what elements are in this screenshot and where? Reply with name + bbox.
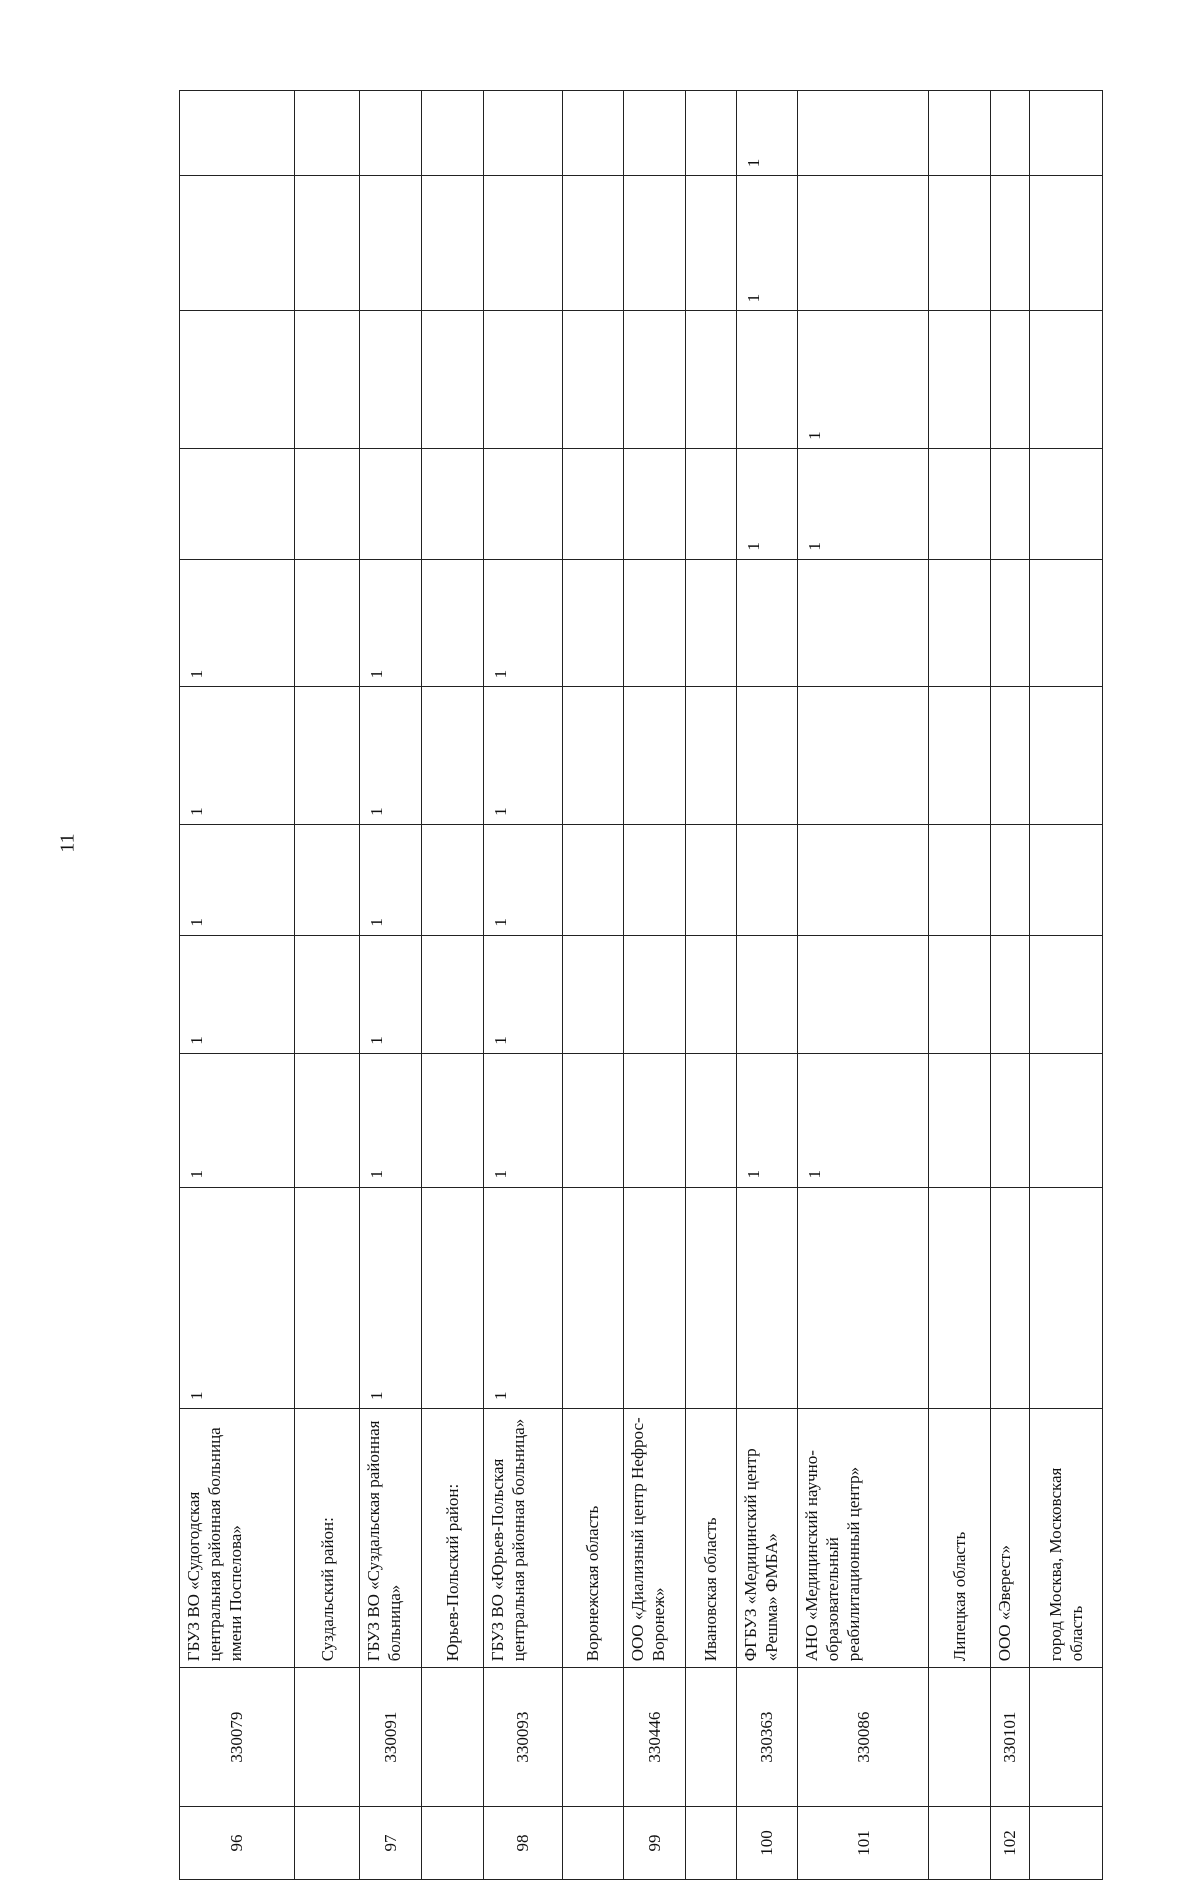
- mark-cell: [1030, 311, 1103, 449]
- mark-cell: [736, 687, 798, 825]
- organization-name-cell: ООО «Диализный центр Нефрос-Воронеж»: [624, 1409, 686, 1668]
- mark-cell: [624, 311, 686, 449]
- mark-cell: 1: [736, 448, 798, 559]
- mark-cell: [928, 448, 990, 559]
- mark-cell: [422, 559, 484, 687]
- mark-cell: [422, 91, 484, 176]
- row-number-cell: 96: [180, 1806, 295, 1879]
- organization-code-cell: 330086: [798, 1668, 929, 1807]
- organization-name-cell: ГБУЗ ВО «Юрьев-Польская центральная районная больница»: [483, 1409, 562, 1668]
- organization-name-cell: АНО «Медицинский научно-образовательный реабилитационный центр»: [798, 1409, 929, 1668]
- mark-cell: [294, 448, 360, 559]
- organization-code-cell: [294, 1668, 360, 1807]
- mark-cell: [685, 1187, 736, 1408]
- mark-cell: [624, 687, 686, 825]
- mark-cell: [294, 1053, 360, 1187]
- mark-cell: [685, 91, 736, 176]
- mark-cell: [1030, 448, 1103, 559]
- row-number-cell: 102: [990, 1806, 1030, 1879]
- mark-cell: 1: [180, 1053, 295, 1187]
- mark-cell: 1: [180, 559, 295, 687]
- mark-cell: 1: [180, 687, 295, 825]
- mark-cell: [180, 176, 295, 311]
- mark-cell: [685, 176, 736, 311]
- mark-cell: [422, 176, 484, 311]
- mark-cell: [685, 559, 736, 687]
- mark-cell: [798, 91, 929, 176]
- mark-cell: 1: [798, 311, 929, 449]
- mark-cell: [798, 559, 929, 687]
- mark-cell: [624, 1053, 686, 1187]
- region-heading-cell: город Москва, Московская область: [1030, 1409, 1103, 1668]
- mark-cell: 1: [360, 1187, 422, 1408]
- mark-cell: [990, 1187, 1030, 1408]
- mark-cell: [928, 559, 990, 687]
- mark-cell: 1: [483, 1187, 562, 1408]
- mark-cell: [990, 1053, 1030, 1187]
- organization-code-cell: 330363: [736, 1668, 798, 1807]
- mark-cell: [294, 176, 360, 311]
- table-row: [562, 91, 624, 1880]
- table-row: [990, 91, 1030, 1880]
- table-row: [360, 91, 422, 1880]
- region-heading-cell: Ивановская область: [685, 1409, 736, 1668]
- mark-cell: [294, 935, 360, 1053]
- mark-cell: [1030, 559, 1103, 687]
- organization-code-cell: 330079: [180, 1668, 295, 1807]
- mark-cell: 1: [736, 176, 798, 311]
- mark-cell: [180, 448, 295, 559]
- organization-code-cell: [422, 1668, 484, 1807]
- mark-cell: [624, 824, 686, 935]
- mark-cell: 1: [798, 448, 929, 559]
- mark-cell: [422, 935, 484, 1053]
- mark-cell: 1: [360, 824, 422, 935]
- mark-cell: 1: [736, 91, 798, 176]
- mark-cell: 1: [180, 824, 295, 935]
- mark-cell: [736, 1187, 798, 1408]
- mark-cell: [624, 935, 686, 1053]
- mark-cell: [360, 176, 422, 311]
- mark-cell: [294, 824, 360, 935]
- table-row: [422, 91, 484, 1880]
- mark-cell: [1030, 824, 1103, 935]
- mark-cell: [562, 176, 624, 311]
- mark-cell: 1: [360, 1053, 422, 1187]
- mark-cell: [1030, 1053, 1103, 1187]
- mark-cell: [928, 1187, 990, 1408]
- mark-cell: [990, 448, 1030, 559]
- mark-cell: [562, 91, 624, 176]
- mark-cell: [562, 1187, 624, 1408]
- mark-cell: [1030, 935, 1103, 1053]
- mark-cell: 1: [483, 1053, 562, 1187]
- region-heading-cell: Липецкая область: [928, 1409, 990, 1668]
- mark-cell: [685, 448, 736, 559]
- mark-cell: [990, 935, 1030, 1053]
- region-heading-cell: Юрьев-Польский район:: [422, 1409, 484, 1668]
- mark-cell: [624, 559, 686, 687]
- mark-cell: [928, 1053, 990, 1187]
- mark-cell: [798, 687, 929, 825]
- mark-cell: 1: [736, 1053, 798, 1187]
- mark-cell: [422, 311, 484, 449]
- mark-cell: [483, 311, 562, 449]
- organization-code-cell: [685, 1668, 736, 1807]
- organization-code-cell: [1030, 1668, 1103, 1807]
- organization-code-cell: [562, 1668, 624, 1807]
- mark-cell: [798, 935, 929, 1053]
- mark-cell: [990, 176, 1030, 311]
- mark-cell: [1030, 91, 1103, 176]
- mark-cell: [928, 176, 990, 311]
- table-row: [928, 91, 990, 1880]
- table-row: [685, 91, 736, 1880]
- mark-cell: [685, 311, 736, 449]
- mark-cell: [624, 448, 686, 559]
- mark-cell: [562, 687, 624, 825]
- row-number-cell: 100: [736, 1806, 798, 1879]
- mark-cell: [624, 1187, 686, 1408]
- mark-cell: 1: [180, 1187, 295, 1408]
- row-number-cell: 98: [483, 1806, 562, 1879]
- organization-name-cell: ГБУЗ ВО «Суздальская районная больница»: [360, 1409, 422, 1668]
- mark-cell: 1: [360, 559, 422, 687]
- region-heading-cell: Воронежская область: [562, 1409, 624, 1668]
- row-number-cell: 97: [360, 1806, 422, 1879]
- table-row: [798, 91, 929, 1880]
- mark-cell: [294, 559, 360, 687]
- row-number-cell: 99: [624, 1806, 686, 1879]
- mark-cell: 1: [483, 935, 562, 1053]
- mark-cell: [294, 311, 360, 449]
- organization-code-cell: 330093: [483, 1668, 562, 1807]
- organization-name-cell: ГБУЗ ВО «Судогодская центральная районная больница имени Поспелова»: [180, 1409, 295, 1668]
- mark-cell: [736, 824, 798, 935]
- row-number-cell: [1030, 1806, 1103, 1879]
- region-heading-cell: Суздальский район:: [294, 1409, 360, 1668]
- mark-cell: 1: [360, 687, 422, 825]
- table-row: [1030, 91, 1103, 1880]
- mark-cell: [562, 824, 624, 935]
- mark-cell: [483, 448, 562, 559]
- mark-cell: [562, 935, 624, 1053]
- mark-cell: [685, 824, 736, 935]
- mark-cell: [736, 311, 798, 449]
- mark-cell: [928, 311, 990, 449]
- mark-cell: [736, 935, 798, 1053]
- table-row: [483, 91, 562, 1880]
- organization-code-cell: 330446: [624, 1668, 686, 1807]
- mark-cell: [928, 824, 990, 935]
- row-number-cell: [422, 1806, 484, 1879]
- mark-cell: [990, 687, 1030, 825]
- mark-cell: [990, 91, 1030, 176]
- mark-cell: [483, 176, 562, 311]
- mark-cell: [685, 1053, 736, 1187]
- organization-name-cell: ООО «Эверест»: [990, 1409, 1030, 1668]
- mark-cell: [422, 448, 484, 559]
- mark-cell: [685, 687, 736, 825]
- row-number-cell: [928, 1806, 990, 1879]
- mark-cell: [360, 91, 422, 176]
- mark-cell: [294, 91, 360, 176]
- mark-cell: [562, 448, 624, 559]
- mark-cell: [990, 824, 1030, 935]
- mark-cell: 1: [360, 935, 422, 1053]
- page-number: 11: [56, 833, 79, 853]
- mark-cell: [736, 559, 798, 687]
- table-row: [180, 91, 295, 1880]
- row-number-cell: [685, 1806, 736, 1879]
- row-number-cell: [562, 1806, 624, 1879]
- mark-cell: [928, 91, 990, 176]
- mark-cell: 1: [483, 559, 562, 687]
- row-number-cell: [294, 1806, 360, 1879]
- document-table: [179, 90, 1103, 1880]
- mark-cell: [422, 1053, 484, 1187]
- row-number-cell: 101: [798, 1806, 929, 1879]
- mark-cell: [798, 824, 929, 935]
- mark-cell: [562, 559, 624, 687]
- mark-cell: [483, 91, 562, 176]
- mark-cell: 1: [180, 935, 295, 1053]
- mark-cell: [180, 311, 295, 449]
- mark-cell: [562, 1053, 624, 1187]
- mark-cell: [422, 824, 484, 935]
- mark-cell: [1030, 176, 1103, 311]
- mark-cell: [1030, 1187, 1103, 1408]
- mark-cell: [562, 311, 624, 449]
- mark-cell: [624, 91, 686, 176]
- organization-code-cell: [928, 1668, 990, 1807]
- mark-cell: [360, 448, 422, 559]
- mark-cell: [624, 176, 686, 311]
- organization-name-cell: ФГБУЗ «Медицинский центр «Решма» ФМБА»: [736, 1409, 798, 1668]
- table-row: [736, 91, 798, 1880]
- mark-cell: [928, 687, 990, 825]
- mark-cell: [422, 1187, 484, 1408]
- mark-cell: [180, 91, 295, 176]
- table-row: [294, 91, 360, 1880]
- mark-cell: [990, 559, 1030, 687]
- mark-cell: [990, 311, 1030, 449]
- mark-cell: [685, 935, 736, 1053]
- mark-cell: [798, 1187, 929, 1408]
- organization-code-cell: 330091: [360, 1668, 422, 1807]
- mark-cell: [1030, 687, 1103, 825]
- mark-cell: [294, 687, 360, 825]
- mark-cell: 1: [483, 824, 562, 935]
- mark-cell: [360, 311, 422, 449]
- mark-cell: 1: [798, 1053, 929, 1187]
- mark-cell: 1: [483, 687, 562, 825]
- mark-cell: [928, 935, 990, 1053]
- mark-cell: [798, 176, 929, 311]
- mark-cell: [294, 1187, 360, 1408]
- mark-cell: [422, 687, 484, 825]
- organization-code-cell: 330101: [990, 1668, 1030, 1807]
- table-row: [624, 91, 686, 1880]
